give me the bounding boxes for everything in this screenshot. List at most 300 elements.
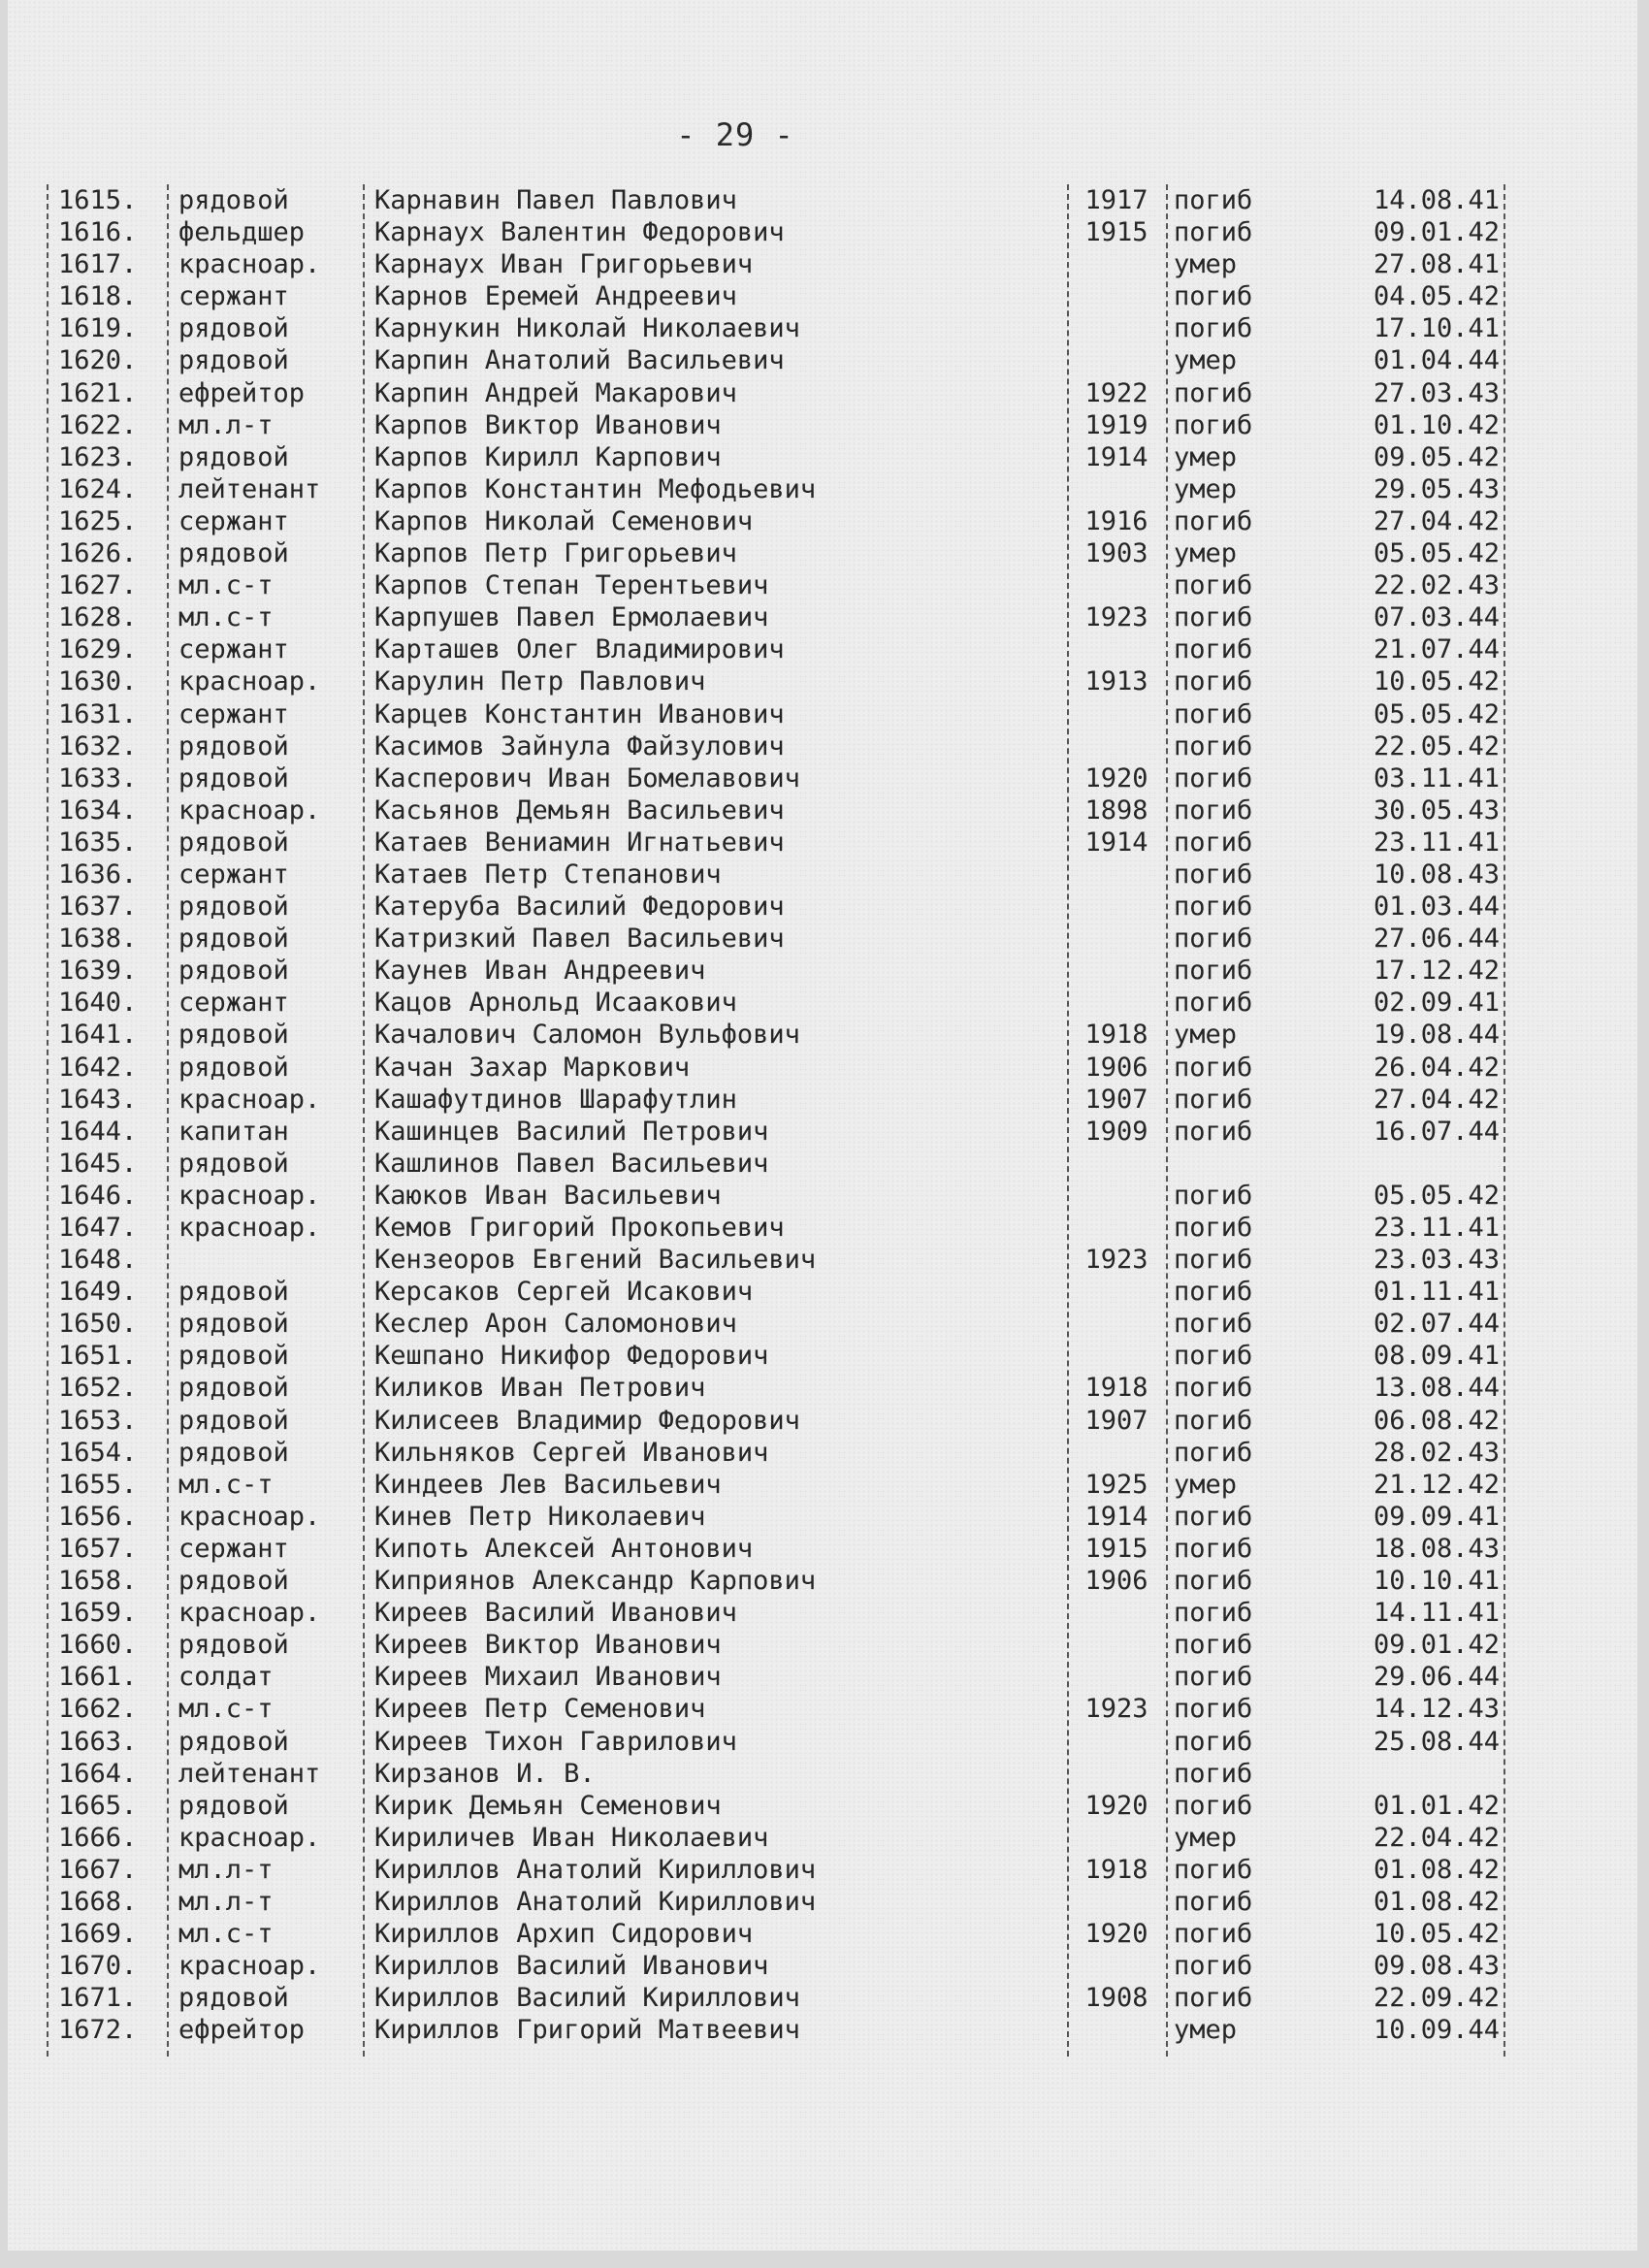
table-row bbox=[8, 730, 1649, 762]
record-name: Кеслер Арон Саломонович bbox=[374, 1309, 737, 1340]
record-birth-year: 1918 bbox=[1084, 1373, 1148, 1404]
record-name: Киреев Виктор Иванович bbox=[374, 1630, 722, 1661]
record-date: 29.06.44 bbox=[1373, 1662, 1500, 1693]
record-status: погиб bbox=[1174, 1245, 1253, 1276]
record-date: 09.08.43 bbox=[1373, 1951, 1500, 1982]
record-rank: лейтенант bbox=[178, 1758, 321, 1789]
record-status: умер bbox=[1174, 249, 1238, 280]
record-number: 1644. bbox=[58, 1116, 138, 1147]
record-birth-year: 1907 bbox=[1084, 1084, 1148, 1115]
record-number: 1637. bbox=[58, 891, 138, 923]
record-birth-year: 1920 bbox=[1084, 1919, 1148, 1950]
record-status: погиб bbox=[1174, 826, 1253, 858]
record-status: погиб bbox=[1174, 891, 1253, 923]
record-number: 1619. bbox=[58, 313, 138, 344]
record-rank: рядовой bbox=[178, 441, 289, 472]
record-status: погиб bbox=[1174, 1116, 1253, 1147]
record-name: Кириллов Архип Сидорович bbox=[374, 1919, 754, 1950]
record-status: погиб bbox=[1174, 1886, 1253, 1917]
record-rank: мл.с-т bbox=[178, 1469, 274, 1500]
record-date: 22.09.42 bbox=[1373, 1983, 1500, 2014]
record-name: Качалович Саломон Вульфович bbox=[374, 1020, 800, 1051]
record-rank: ефрейтор bbox=[178, 2015, 306, 2046]
record-status: погиб bbox=[1174, 1630, 1253, 1661]
record-name: Карнаух Валентин Федорович bbox=[374, 217, 785, 248]
record-number: 1636. bbox=[58, 859, 138, 890]
record-name: Катаев Петр Степанович bbox=[374, 859, 722, 890]
page-number: - 29 - bbox=[676, 116, 794, 153]
record-name: Кашафутдинов Шарафутлин bbox=[374, 1084, 737, 1115]
record-number: 1643. bbox=[58, 1084, 138, 1115]
table-row bbox=[8, 1469, 1649, 1501]
record-rank: рядовой bbox=[178, 891, 289, 923]
record-birth-year: 1918 bbox=[1084, 1854, 1148, 1885]
record-name: Карташев Олег Владимирович bbox=[374, 634, 785, 665]
record-birth-year: 1919 bbox=[1084, 409, 1148, 440]
record-birth-year: 1898 bbox=[1084, 794, 1148, 826]
record-number: 1655. bbox=[58, 1469, 138, 1500]
record-name: Карпов Петр Григорьевич bbox=[374, 538, 737, 569]
record-rank: фельдшер bbox=[178, 217, 306, 248]
record-rank: рядовой bbox=[178, 1341, 289, 1372]
record-status: погиб bbox=[1174, 1213, 1253, 1243]
table-row bbox=[8, 1244, 1649, 1276]
record-status: погиб bbox=[1174, 602, 1253, 633]
record-rank: мл.с-т bbox=[178, 602, 274, 633]
record-date: 09.01.42 bbox=[1373, 217, 1500, 248]
table-row bbox=[8, 1148, 1649, 1180]
record-birth-year: 1923 bbox=[1084, 1694, 1148, 1725]
record-number: 1670. bbox=[58, 1951, 138, 1982]
record-number: 1642. bbox=[58, 1052, 138, 1083]
table-row bbox=[8, 1982, 1649, 2014]
table-row bbox=[8, 1854, 1649, 1886]
table-row bbox=[8, 859, 1649, 891]
record-status: погиб bbox=[1174, 1533, 1253, 1564]
record-status: погиб bbox=[1174, 1758, 1253, 1789]
record-status: погиб bbox=[1174, 281, 1253, 312]
record-date: 14.11.41 bbox=[1373, 1598, 1500, 1629]
record-name: Кириллов Василий Кириллович bbox=[374, 1983, 800, 2014]
record-date: 10.08.43 bbox=[1373, 859, 1500, 890]
record-name: Катризкий Павел Васильевич bbox=[374, 923, 785, 955]
record-name: Кацов Арнольд Исаакович bbox=[374, 988, 737, 1019]
record-birth-year: 1909 bbox=[1084, 1116, 1148, 1147]
record-name: Килисеев Владимир Федорович bbox=[374, 1405, 800, 1436]
record-name: Кемов Григорий Прокопьевич bbox=[374, 1213, 785, 1243]
record-date: 21.12.42 bbox=[1373, 1469, 1500, 1500]
table-row bbox=[8, 280, 1649, 312]
record-number: 1654. bbox=[58, 1437, 138, 1468]
table-row bbox=[8, 2014, 1649, 2046]
record-rank: рядовой bbox=[178, 956, 289, 987]
record-rank: красноар. bbox=[178, 1822, 321, 1853]
record-status: погиб bbox=[1174, 923, 1253, 955]
record-name: Касьянов Демьян Васильевич bbox=[374, 794, 785, 826]
record-number: 1620. bbox=[58, 345, 138, 376]
record-date: 22.02.43 bbox=[1373, 570, 1500, 601]
record-date: 28.02.43 bbox=[1373, 1437, 1500, 1468]
table-row bbox=[8, 1116, 1649, 1148]
record-number: 1665. bbox=[58, 1790, 138, 1821]
record-rank: рядовой bbox=[178, 923, 289, 955]
record-status: умер bbox=[1174, 345, 1238, 376]
record-rank: рядовой bbox=[178, 1405, 289, 1436]
record-date: 13.08.44 bbox=[1373, 1373, 1500, 1404]
record-name: Кирик Демьян Семенович bbox=[374, 1790, 722, 1821]
record-date: 18.08.43 bbox=[1373, 1533, 1500, 1564]
table-row bbox=[8, 794, 1649, 826]
record-rank: красноар. bbox=[178, 1084, 321, 1115]
record-birth-year: 1917 bbox=[1084, 185, 1148, 215]
record-name: Каунев Иван Андреевич bbox=[374, 956, 706, 987]
record-name: Кильняков Сергей Иванович bbox=[374, 1437, 769, 1468]
record-date: 01.08.42 bbox=[1373, 1886, 1500, 1917]
record-name: Кирзанов И. В. bbox=[374, 1758, 596, 1789]
record-number: 1668. bbox=[58, 1886, 138, 1917]
record-status: умер bbox=[1174, 441, 1238, 472]
record-number: 1663. bbox=[58, 1726, 138, 1757]
table-row bbox=[8, 1501, 1649, 1533]
record-name: Карулин Петр Павлович bbox=[374, 666, 706, 697]
record-name: Каюков Иван Васильевич bbox=[374, 1180, 722, 1211]
record-number: 1625. bbox=[58, 505, 138, 536]
record-name: Карпов Виктор Иванович bbox=[374, 409, 722, 440]
table-row bbox=[8, 216, 1649, 248]
record-number: 1641. bbox=[58, 1020, 138, 1051]
record-number: 1651. bbox=[58, 1341, 138, 1372]
record-name: Катеруба Василий Федорович bbox=[374, 891, 785, 923]
record-rank: рядовой bbox=[178, 1148, 289, 1179]
record-number: 1667. bbox=[58, 1854, 138, 1885]
table-row bbox=[8, 377, 1649, 409]
table-row bbox=[8, 537, 1649, 569]
table-row bbox=[8, 698, 1649, 730]
record-number: 1630. bbox=[58, 666, 138, 697]
record-rank: рядовой bbox=[178, 1437, 289, 1468]
record-rank: рядовой bbox=[178, 185, 289, 215]
record-birth-year: 1920 bbox=[1084, 1790, 1148, 1821]
record-date: 10.10.41 bbox=[1373, 1566, 1500, 1597]
record-status: погиб bbox=[1174, 1309, 1253, 1340]
record-name: Киреев Петр Семенович bbox=[374, 1694, 706, 1725]
record-name: Касимов Зайнула Файзулович bbox=[374, 730, 785, 761]
record-date: 10.05.42 bbox=[1373, 666, 1500, 697]
record-status: погиб bbox=[1174, 956, 1253, 987]
record-date: 22.04.42 bbox=[1373, 1822, 1500, 1853]
record-rank: рядовой bbox=[178, 762, 289, 794]
table-row bbox=[8, 1052, 1649, 1084]
table-row bbox=[8, 1212, 1649, 1244]
table-row bbox=[8, 891, 1649, 923]
record-date: 25.08.44 bbox=[1373, 1726, 1500, 1757]
record-rank: сержант bbox=[178, 988, 289, 1019]
record-name: Карнукин Николай Николаевич bbox=[374, 313, 800, 344]
record-status: погиб bbox=[1174, 988, 1253, 1019]
record-date: 22.05.42 bbox=[1373, 730, 1500, 761]
record-rank: рядовой bbox=[178, 1630, 289, 1661]
table-row bbox=[8, 1661, 1649, 1693]
record-rank: мл.с-т bbox=[178, 1694, 274, 1725]
record-name: Киреев Михаил Иванович bbox=[374, 1662, 722, 1693]
record-name: Киреев Василий Иванович bbox=[374, 1598, 737, 1629]
record-status: погиб bbox=[1174, 1373, 1253, 1404]
record-name: Киприянов Александр Карпович bbox=[374, 1566, 817, 1597]
record-birth-year: 1908 bbox=[1084, 1983, 1148, 2014]
table-row bbox=[8, 184, 1649, 216]
record-rank: красноар. bbox=[178, 249, 321, 280]
table-row bbox=[8, 601, 1649, 633]
record-name: Кириллов Анатолий Кириллович bbox=[374, 1854, 817, 1885]
record-number: 1626. bbox=[58, 538, 138, 569]
record-rank: красноар. bbox=[178, 1598, 321, 1629]
record-number: 1633. bbox=[58, 762, 138, 794]
record-name: Карцев Константин Иванович bbox=[374, 698, 785, 729]
record-birth-year: 1925 bbox=[1084, 1469, 1148, 1500]
record-status: погиб bbox=[1174, 1790, 1253, 1821]
record-status: умер bbox=[1174, 538, 1238, 569]
table-row bbox=[8, 441, 1649, 473]
table-row bbox=[8, 1822, 1649, 1854]
record-date: 05.05.42 bbox=[1373, 698, 1500, 729]
record-status: погиб bbox=[1174, 762, 1253, 794]
record-rank: сержант bbox=[178, 698, 289, 729]
table-row bbox=[8, 1437, 1649, 1469]
record-date: 01.10.42 bbox=[1373, 409, 1500, 440]
record-status: погиб bbox=[1174, 634, 1253, 665]
record-name: Карпин Андрей Макарович bbox=[374, 377, 737, 408]
table-row bbox=[8, 1565, 1649, 1597]
record-status: погиб bbox=[1174, 859, 1253, 890]
record-rank: рядовой bbox=[178, 538, 289, 569]
record-status: погиб bbox=[1174, 794, 1253, 826]
table-row bbox=[8, 312, 1649, 344]
table-row bbox=[8, 1758, 1649, 1790]
table-row bbox=[8, 1019, 1649, 1051]
record-rank: красноар. bbox=[178, 794, 321, 826]
record-rank: мл.л-т bbox=[178, 1886, 274, 1917]
record-number: 1622. bbox=[58, 409, 138, 440]
record-name: Карнов Еремей Андреевич bbox=[374, 281, 737, 312]
record-status: погиб bbox=[1174, 1052, 1253, 1083]
record-status: погиб bbox=[1174, 666, 1253, 697]
record-date: 10.05.42 bbox=[1373, 1919, 1500, 1950]
record-rank: красноар. bbox=[178, 1951, 321, 1982]
record-date: 05.05.42 bbox=[1373, 1180, 1500, 1211]
table-row bbox=[8, 633, 1649, 665]
record-status: погиб bbox=[1174, 1983, 1253, 2014]
record-status: погиб bbox=[1174, 1405, 1253, 1436]
record-rank: сержант bbox=[178, 505, 289, 536]
record-date: 27.08.41 bbox=[1373, 249, 1500, 280]
record-birth-year: 1906 bbox=[1084, 1566, 1148, 1597]
record-rank: лейтенант bbox=[178, 473, 321, 504]
record-date: 08.09.41 bbox=[1373, 1341, 1500, 1372]
record-status: погиб bbox=[1174, 313, 1253, 344]
record-date: 27.04.42 bbox=[1373, 505, 1500, 536]
record-number: 1669. bbox=[58, 1919, 138, 1950]
record-rank: рядовой bbox=[178, 313, 289, 344]
record-name: Керсаков Сергей Исакович bbox=[374, 1277, 754, 1308]
record-number: 1616. bbox=[58, 217, 138, 248]
record-status: погиб bbox=[1174, 1501, 1253, 1532]
record-name: Кинев Петр Николаевич bbox=[374, 1501, 706, 1532]
record-birth-year: 1906 bbox=[1084, 1052, 1148, 1083]
record-status: погиб bbox=[1174, 1662, 1253, 1693]
record-name: Карпов Константин Мефодьевич bbox=[374, 473, 817, 504]
record-status: погиб bbox=[1174, 1341, 1253, 1372]
record-date: 02.09.41 bbox=[1373, 988, 1500, 1019]
record-date: 21.07.44 bbox=[1373, 634, 1500, 665]
record-rank: рядовой bbox=[178, 1277, 289, 1308]
record-date: 01.04.44 bbox=[1373, 345, 1500, 376]
document-page bbox=[8, 0, 1637, 2251]
record-number: 1627. bbox=[58, 570, 138, 601]
record-rank: рядовой bbox=[178, 1020, 289, 1051]
record-date: 27.06.44 bbox=[1373, 923, 1500, 955]
record-birth-year: 1918 bbox=[1084, 1020, 1148, 1051]
record-rank: солдат bbox=[178, 1662, 274, 1693]
record-date: 26.04.42 bbox=[1373, 1052, 1500, 1083]
record-number: 1662. bbox=[58, 1694, 138, 1725]
record-date: 23.11.41 bbox=[1373, 826, 1500, 858]
record-number: 1648. bbox=[58, 1245, 138, 1276]
record-name: Кашлинов Павел Васильевич bbox=[374, 1148, 769, 1179]
record-date: 03.11.41 bbox=[1373, 762, 1500, 794]
record-number: 1639. bbox=[58, 956, 138, 987]
record-status: погиб bbox=[1174, 1854, 1253, 1885]
table-row bbox=[8, 1918, 1649, 1950]
record-status: умер bbox=[1174, 1469, 1238, 1500]
record-status: умер bbox=[1174, 2015, 1238, 2046]
record-birth-year: 1923 bbox=[1084, 1245, 1148, 1276]
record-rank: капитан bbox=[178, 1116, 289, 1147]
record-birth-year: 1903 bbox=[1084, 538, 1148, 569]
record-date: 17.10.41 bbox=[1373, 313, 1500, 344]
record-name: Кешпано Никифор Федорович bbox=[374, 1341, 769, 1372]
record-name: Карпов Кирилл Карпович bbox=[374, 441, 722, 472]
record-number: 1638. bbox=[58, 923, 138, 955]
record-name: Кириличев Иван Николаевич bbox=[374, 1822, 769, 1853]
record-number: 1647. bbox=[58, 1213, 138, 1243]
record-number: 1640. bbox=[58, 988, 138, 1019]
table-row bbox=[8, 344, 1649, 376]
record-name: Киндеев Лев Васильевич bbox=[374, 1469, 722, 1500]
record-rank: мл.л-т bbox=[178, 1854, 274, 1885]
record-date: 23.03.43 bbox=[1373, 1245, 1500, 1276]
record-number: 1656. bbox=[58, 1501, 138, 1532]
table-row bbox=[8, 1084, 1649, 1116]
record-date: 19.08.44 bbox=[1373, 1020, 1500, 1051]
record-number: 1634. bbox=[58, 794, 138, 826]
table-row bbox=[8, 987, 1649, 1019]
record-rank: сержант bbox=[178, 634, 289, 665]
record-date: 04.05.42 bbox=[1373, 281, 1500, 312]
record-number: 1635. bbox=[58, 826, 138, 858]
record-date: 17.12.42 bbox=[1373, 956, 1500, 987]
record-rank: рядовой bbox=[178, 1373, 289, 1404]
record-status: погиб bbox=[1174, 505, 1253, 536]
table-row bbox=[8, 1405, 1649, 1437]
record-date: 05.05.42 bbox=[1373, 538, 1500, 569]
table-row bbox=[8, 1533, 1649, 1565]
record-status: погиб bbox=[1174, 1919, 1253, 1950]
record-name: Карпов Степан Терентьевич bbox=[374, 570, 769, 601]
record-number: 1649. bbox=[58, 1277, 138, 1308]
record-date: 01.03.44 bbox=[1373, 891, 1500, 923]
record-date: 01.01.42 bbox=[1373, 1790, 1500, 1821]
record-name: Кензеоров Евгений Васильевич bbox=[374, 1245, 817, 1276]
record-name: Качан Захар Маркович bbox=[374, 1052, 691, 1083]
record-status: умер bbox=[1174, 1020, 1238, 1051]
record-status: погиб bbox=[1174, 1180, 1253, 1211]
record-name: Киреев Тихон Гаврилович bbox=[374, 1726, 737, 1757]
record-date: 16.07.44 bbox=[1373, 1116, 1500, 1147]
record-status: умер bbox=[1174, 1822, 1238, 1853]
record-rank: красноар. bbox=[178, 1213, 321, 1243]
record-number: 1658. bbox=[58, 1566, 138, 1597]
record-status: погиб bbox=[1174, 1566, 1253, 1597]
record-name: Кириллов Василий Иванович bbox=[374, 1951, 769, 1982]
record-number: 1664. bbox=[58, 1758, 138, 1789]
record-name: Кипоть Алексей Антонович bbox=[374, 1533, 754, 1564]
record-number: 1615. bbox=[58, 185, 138, 215]
record-birth-year: 1916 bbox=[1084, 505, 1148, 536]
record-name: Касперович Иван Бомелавович bbox=[374, 762, 800, 794]
record-date: 09.01.42 bbox=[1373, 1630, 1500, 1661]
record-name: Карнавин Павел Павлович bbox=[374, 185, 737, 215]
record-status: умер bbox=[1174, 473, 1238, 504]
record-number: 1666. bbox=[58, 1822, 138, 1853]
record-date: 07.03.44 bbox=[1373, 602, 1500, 633]
record-date: 01.11.41 bbox=[1373, 1277, 1500, 1308]
record-date: 10.09.44 bbox=[1373, 2015, 1500, 2046]
table-row bbox=[8, 826, 1649, 859]
record-number: 1657. bbox=[58, 1533, 138, 1564]
record-date: 30.05.43 bbox=[1373, 794, 1500, 826]
record-status: погиб bbox=[1174, 1277, 1253, 1308]
record-date: 29.05.43 bbox=[1373, 473, 1500, 504]
record-name: Кириллов Григорий Матвеевич bbox=[374, 2015, 800, 2046]
record-rank: красноар. bbox=[178, 666, 321, 697]
table-row bbox=[8, 1340, 1649, 1372]
record-status: погиб bbox=[1174, 1951, 1253, 1982]
record-date: 27.03.43 bbox=[1373, 377, 1500, 408]
record-number: 1646. bbox=[58, 1180, 138, 1211]
record-number: 1645. bbox=[58, 1148, 138, 1179]
record-rank: рядовой bbox=[178, 1983, 289, 2014]
table-row bbox=[8, 1790, 1649, 1822]
table-row bbox=[8, 473, 1649, 505]
record-date: 14.08.41 bbox=[1373, 185, 1500, 215]
record-status: погиб bbox=[1174, 409, 1253, 440]
record-number: 1624. bbox=[58, 473, 138, 504]
record-number: 1629. bbox=[58, 634, 138, 665]
record-date: 23.11.41 bbox=[1373, 1213, 1500, 1243]
table-row bbox=[8, 1597, 1649, 1629]
record-date: 09.09.41 bbox=[1373, 1501, 1500, 1532]
table-row bbox=[8, 1629, 1649, 1661]
table-row bbox=[8, 1180, 1649, 1212]
record-rank: мл.с-т bbox=[178, 570, 274, 601]
record-birth-year: 1907 bbox=[1084, 1405, 1148, 1436]
record-status: погиб bbox=[1174, 1726, 1253, 1757]
record-name: Карнаух Иван Григорьевич bbox=[374, 249, 754, 280]
record-rank: мл.с-т bbox=[178, 1919, 274, 1950]
record-name: Карпушев Павел Ермолаевич bbox=[374, 602, 769, 633]
table-row bbox=[8, 505, 1649, 537]
record-number: 1618. bbox=[58, 281, 138, 312]
